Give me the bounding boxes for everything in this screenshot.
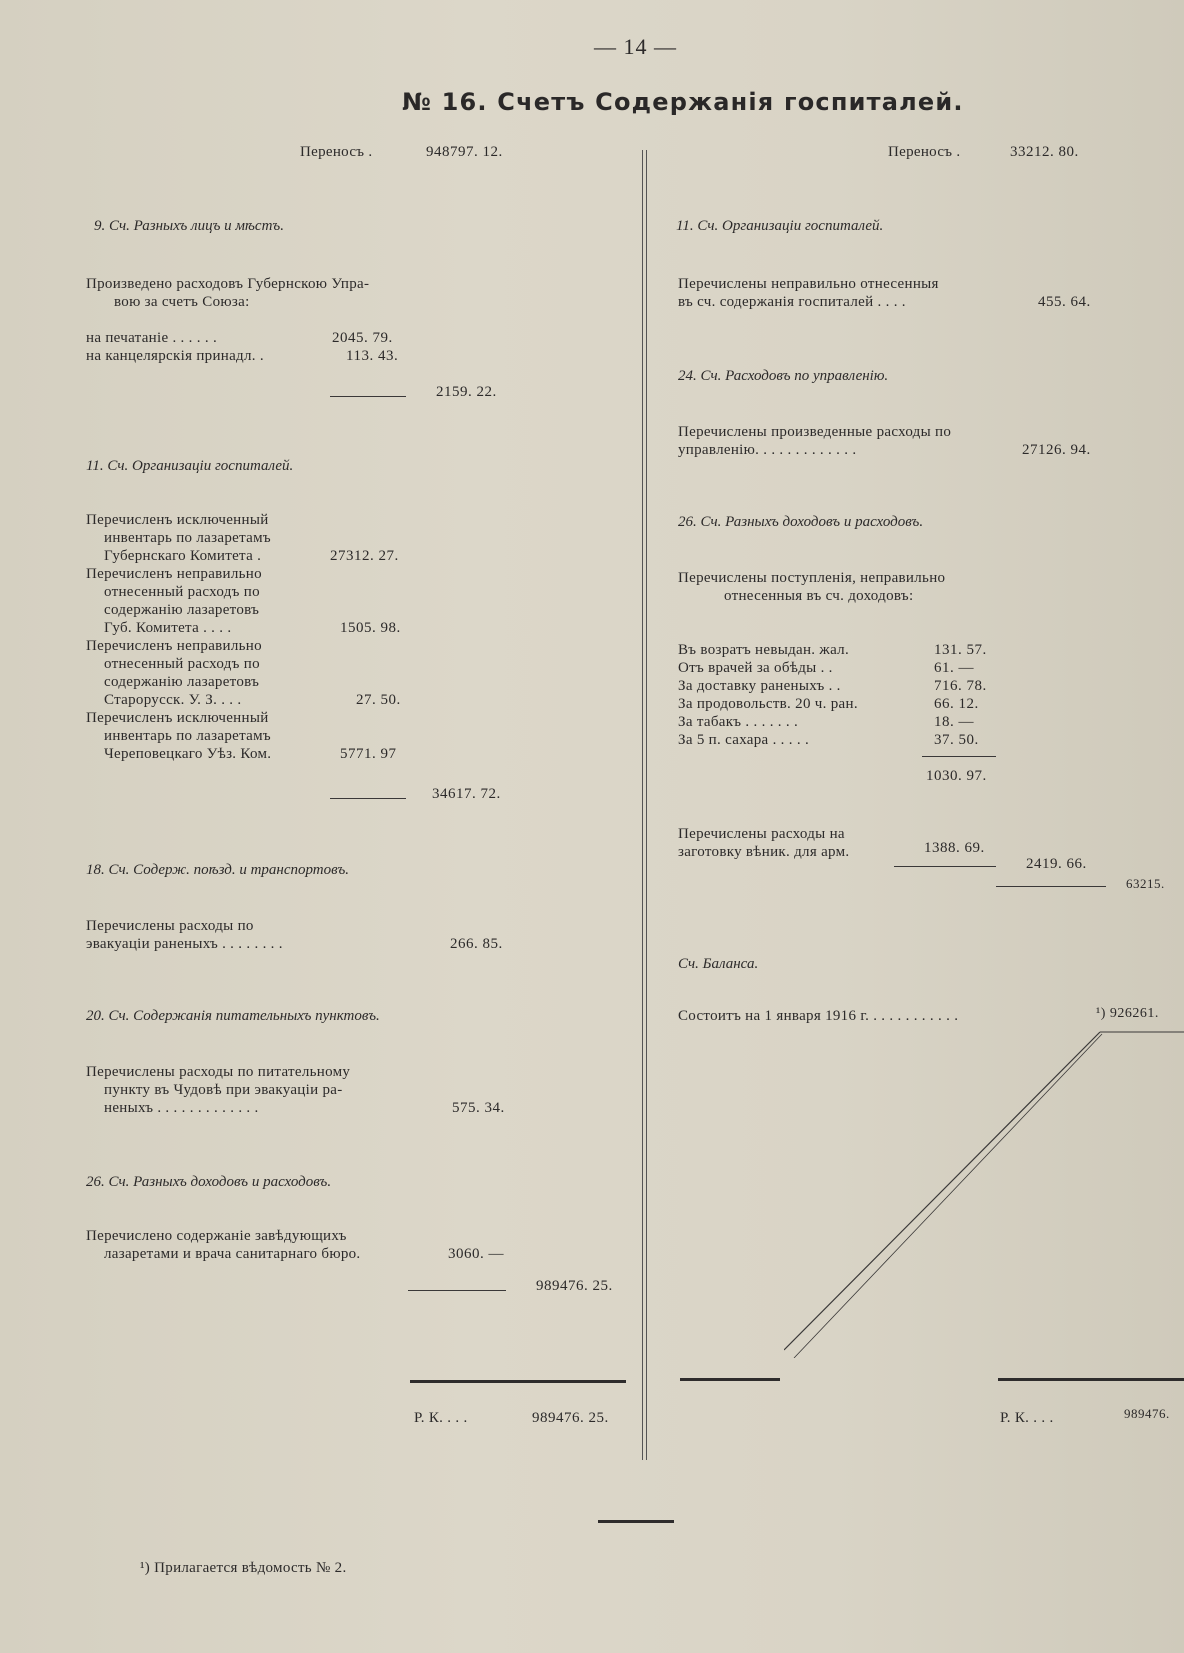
column-divider-2 xyxy=(646,150,647,1460)
right-s26-t2: отнесенныя въ сч. доходовъ: xyxy=(724,588,914,604)
right-item-value: 716. 78. xyxy=(934,678,987,694)
left-rk-rule xyxy=(410,1380,626,1383)
left-s11-b1: Перечисленъ неправильно xyxy=(86,566,262,582)
left-s11-b4: Губ. Комитета . . . . xyxy=(104,620,232,636)
right-s26-t1: Перечислены поступленія, неправильно xyxy=(678,570,946,586)
right-s11-t2: въ сч. содержанія госпиталей . . . . xyxy=(678,294,906,310)
left-rk-value: 989476. 25. xyxy=(532,1410,609,1426)
right-item-value: 37. 50. xyxy=(934,732,979,748)
left-s11-c3: содержанію лазаретовъ xyxy=(104,674,260,690)
left-s20-head-text: 20. Сч. Содержанія питательныхъ пунктовъ. xyxy=(86,1008,380,1024)
left-carry-label: Переносъ . xyxy=(300,144,373,160)
left-s11-a-value: 27312. 27. xyxy=(330,548,399,564)
left-s18-head xyxy=(86,862,349,879)
right-rk-rule-right xyxy=(998,1378,1184,1381)
column-divider xyxy=(642,150,643,1460)
left-grand-total: 989476. 25. xyxy=(536,1278,613,1294)
right-edge-rule xyxy=(996,886,1106,887)
right-balance-value: ¹) 926261. xyxy=(1096,1006,1159,1021)
right-items-total: 1030. 97. xyxy=(926,768,987,784)
right-s26-rule xyxy=(894,866,996,867)
left-s9-item2-value: 113. 43. xyxy=(346,348,399,364)
left-s9-item1-label: на печатаніе . . . . . . xyxy=(86,330,218,346)
right-items-rule xyxy=(922,756,996,757)
left-s11-b3: содержанію лазаретовъ xyxy=(104,602,260,618)
left-s11-d1: Перечисленъ исключенный xyxy=(86,710,269,726)
left-s9-head xyxy=(94,218,284,235)
left-s11-b2: отнесенный расходъ по xyxy=(104,584,260,600)
right-balance-head-text: Сч. Баланса. xyxy=(678,956,759,972)
diagonal-filler-line-2 xyxy=(794,1034,1102,1358)
right-item-value: 61. — xyxy=(934,660,974,676)
right-s11-value: 455. 64. xyxy=(1038,294,1091,310)
left-s9-text1: Произведено расходовъ Губернскою Упра- xyxy=(86,276,370,292)
right-carry-label: Переносъ . xyxy=(888,144,961,160)
right-rk-label: Р. К. . . . xyxy=(1000,1410,1054,1426)
right-carry-value: 33212. 80. xyxy=(1010,144,1079,160)
left-s11-d2: инвентарь по лазаретамъ xyxy=(104,728,271,744)
right-balance-text: Состоитъ на 1 января 1916 г. . . . . . . . . . . . xyxy=(678,1008,959,1024)
right-balance-head xyxy=(678,956,758,973)
right-item-value: 18. — xyxy=(934,714,974,730)
left-s11-total: 34617. 72. xyxy=(432,786,501,802)
left-s11-b-value: 1505. 98. xyxy=(340,620,401,636)
left-s18-head-text: 18. Сч. Содерж. поѣзд. и транспортовъ. xyxy=(86,862,349,878)
right-s26-head-text: 26. Сч. Разныхъ доходовъ и расходовъ. xyxy=(678,514,924,530)
page-title: № 16. Счетъ Содержанія госпиталей. xyxy=(402,88,964,116)
right-s11-head xyxy=(676,218,883,235)
diagonal-filler-line xyxy=(784,1032,1100,1350)
right-s24-t1: Перечислены произведенные расходы по xyxy=(678,424,952,440)
right-item-value: 131. 57. xyxy=(934,642,987,658)
right-s26-b1: Перечислены расходы на xyxy=(678,826,845,842)
left-s20-head xyxy=(86,1008,380,1025)
left-s26-head xyxy=(86,1174,331,1191)
left-s26-value: 3060. — xyxy=(448,1246,504,1262)
right-item-label: Въ возратъ невыдан. жал. xyxy=(678,642,849,658)
left-s9-text2: вою за счетъ Союза: xyxy=(114,294,250,310)
left-s26-t1: Перечислено содержаніе завѣдующихъ xyxy=(86,1228,347,1244)
right-rk-rule-left xyxy=(680,1378,780,1381)
right-item-value: 66. 12. xyxy=(934,696,979,712)
right-edge-total: 63215. xyxy=(1126,876,1165,891)
diagonal-filler xyxy=(784,1028,1184,1358)
left-s11-a2: инвентарь по лазаретамъ xyxy=(104,530,271,546)
right-s11-t1: Перечислены неправильно отнесенныя xyxy=(678,276,939,292)
left-s11-d-value: 5771. 97 xyxy=(340,746,397,762)
left-s20-t3: неныхъ . . . . . . . . . . . . . xyxy=(104,1100,259,1116)
right-s26-b-value: 1388. 69. xyxy=(924,840,985,856)
left-s11-a1: Перечисленъ исключенный xyxy=(86,512,269,528)
left-s18-t1: Перечислены расходы по xyxy=(86,918,254,934)
left-s9-head-text: 9. Сч. Разныхъ лицъ и мѣстъ. xyxy=(94,218,284,234)
footer-rule xyxy=(598,1520,674,1523)
right-s24-t2: управленію. . . . . . . . . . . . . xyxy=(678,442,857,458)
left-s18-value: 266. 85. xyxy=(450,936,503,952)
left-s26-t2: лазаретами и врача санитарнаго бюро. xyxy=(104,1246,361,1262)
left-carry-value: 948797. 12. xyxy=(426,144,503,160)
right-item-label: За продовольств. 20 ч. ран. xyxy=(678,696,858,712)
left-s11-d3: Череповецкаго Уѣз. Ком. xyxy=(104,746,272,762)
left-s11-head-text: 11. Сч. Организаціи госпиталей. xyxy=(86,458,294,474)
right-item-label: Отъ врачей за обѣды . . xyxy=(678,660,833,676)
left-s9-item1-value: 2045. 79. xyxy=(332,330,393,346)
right-s26-b2: заготовку вѣник. для арм. xyxy=(678,844,850,860)
right-s24-head xyxy=(678,368,888,385)
right-s26-total: 2419. 66. xyxy=(1026,856,1087,872)
left-s20-t1: Перечислены расходы по питательному xyxy=(86,1064,351,1080)
left-s11-c4: Старорусск. У. З. . . . xyxy=(104,692,242,708)
left-s9-item2-label: на канцелярскія принадл. . xyxy=(86,348,264,364)
left-s18-t2: эвакуаціи раненыхъ . . . . . . . . xyxy=(86,936,283,952)
left-rk-label: Р. К. . . . xyxy=(414,1410,468,1426)
right-item-label: За доставку раненыхъ . . xyxy=(678,678,841,694)
left-s11-rule xyxy=(330,798,406,799)
left-s11-c-value: 27. 50. xyxy=(356,692,401,708)
right-s11-head-text: 11. Сч. Организаціи госпиталей. xyxy=(676,218,884,234)
left-s11-c2: отнесенный расходъ по xyxy=(104,656,260,672)
left-s26-head-text: 26. Сч. Разныхъ доходовъ и расходовъ. xyxy=(86,1174,332,1190)
left-s9-rule xyxy=(330,396,406,397)
right-s26-head xyxy=(678,514,923,531)
right-rk-value: 989476. xyxy=(1124,1406,1170,1421)
left-s11-a3: Губернскаго Комитета . xyxy=(104,548,262,564)
left-grand-rule xyxy=(408,1290,506,1291)
footnote: ¹) Прилагается вѣдомость № 2. xyxy=(140,1560,347,1576)
left-s11-c1: Перечисленъ неправильно xyxy=(86,638,262,654)
right-s24-value: 27126. 94. xyxy=(1022,442,1091,458)
right-item-label: За табакъ . . . . . . . xyxy=(678,714,799,730)
left-s20-t2: пункту въ Чудовѣ при эвакуаціи ра- xyxy=(104,1082,343,1098)
left-s9-total: 2159. 22. xyxy=(436,384,497,400)
left-s20-value: 575. 34. xyxy=(452,1100,505,1116)
page-number: — 14 — xyxy=(594,34,677,59)
left-s11-head xyxy=(86,458,293,475)
right-item-label: За 5 п. сахара . . . . . xyxy=(678,732,810,748)
right-s24-head-text: 24. Сч. Расходовъ по управленію. xyxy=(678,368,889,384)
